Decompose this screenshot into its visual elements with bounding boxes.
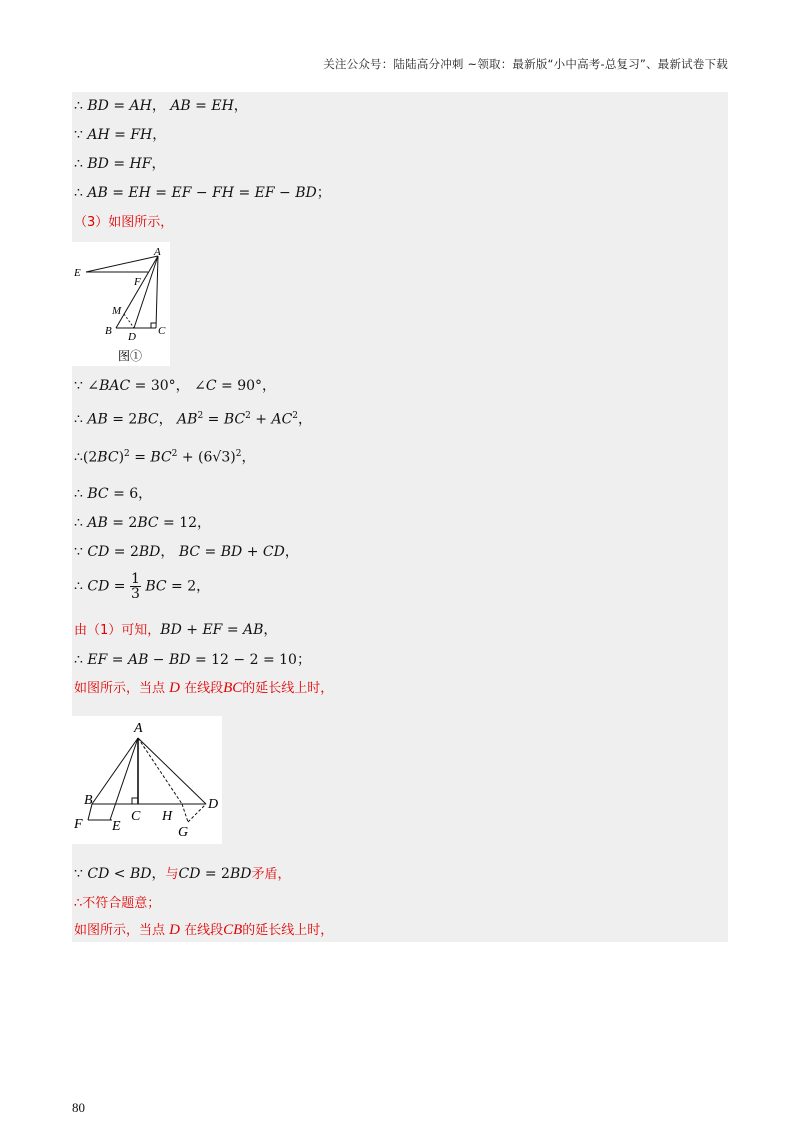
line-10: ∴ AB = 2BC = 12， <box>74 515 212 531</box>
page-header: 关注公众号：陆陆高分冲刺 ~领取：最新版“小中高考-总复习”、最新试卷下载 <box>323 57 728 71</box>
case-bc-extension: 如图所示，当点 D 在线段BC的延长线上时， <box>74 680 334 696</box>
line-9: ∴ BC = 6， <box>74 486 153 502</box>
case-cb-extension: 如图所示，当点 D 在线段CB的延长线上时， <box>74 922 334 938</box>
line-13: 由（1）可知，BD + EF = AB， <box>74 622 278 638</box>
fig2-label-d: D <box>208 797 219 812</box>
line-4: ∴ AB = EH = EF − FH = EF − BD； <box>74 185 331 201</box>
fig1-label-c: C <box>158 325 166 337</box>
fig1-label-d: D <box>128 331 136 343</box>
line-2: ∵ AH = FH， <box>74 127 167 143</box>
fig1-label-e: E <box>74 267 81 279</box>
fig1-label-a: A <box>154 246 161 258</box>
line-3: ∴ BD = HF， <box>74 156 166 172</box>
figure-1-caption: 图① <box>118 349 143 363</box>
line-8: $\therefore(2BC)^2 = BC^2 + (6√3)^2$， <box>74 449 256 466</box>
fig2-label-b: B <box>84 793 93 808</box>
line-17: ∴不符合题意； <box>74 896 161 911</box>
line-7: ∴ AB = 2BC， $AB^2 = BC^2 + AC^2$， <box>74 411 313 428</box>
page-number: 80 <box>72 1100 85 1115</box>
line-16: ∵ CD < BD，与CD = 2BD矛盾， <box>74 866 291 882</box>
fig1-label-b: B <box>105 325 112 337</box>
fraction-one-third: $\frac{1}{3}$ <box>130 571 140 602</box>
fig2-label-h: H <box>162 809 173 824</box>
fig2-label-a: A <box>134 721 143 736</box>
fig1-label-f: F <box>134 276 141 288</box>
line-11: ∵ CD = 2BD， BC = BD + CD， <box>74 544 299 560</box>
line-1: ∴ BD = AH， AB = EH， <box>74 98 248 114</box>
fig2-label-g: G <box>178 825 189 840</box>
solution-panel <box>72 92 728 942</box>
fig2-label-f: F <box>74 817 83 832</box>
line-14: ∴ EF = AB − BD = 12 − 2 = 10； <box>74 652 311 668</box>
part3-heading: （3）如图所示， <box>74 215 174 230</box>
fig2-label-e: E <box>112 819 121 834</box>
fig1-label-m: M <box>112 305 122 317</box>
fig2-label-c: C <box>131 809 141 824</box>
figure-2-diagram <box>72 716 222 844</box>
figure-1 <box>72 242 170 366</box>
line-6: ∵ ∠BAC = 30°， ∠C = 90°， <box>74 378 277 394</box>
line-12: ∴ CD = $\frac{1}{3}$ BC = 2， <box>74 571 211 602</box>
figure-1-diagram <box>72 242 170 366</box>
figure-2 <box>72 716 222 844</box>
